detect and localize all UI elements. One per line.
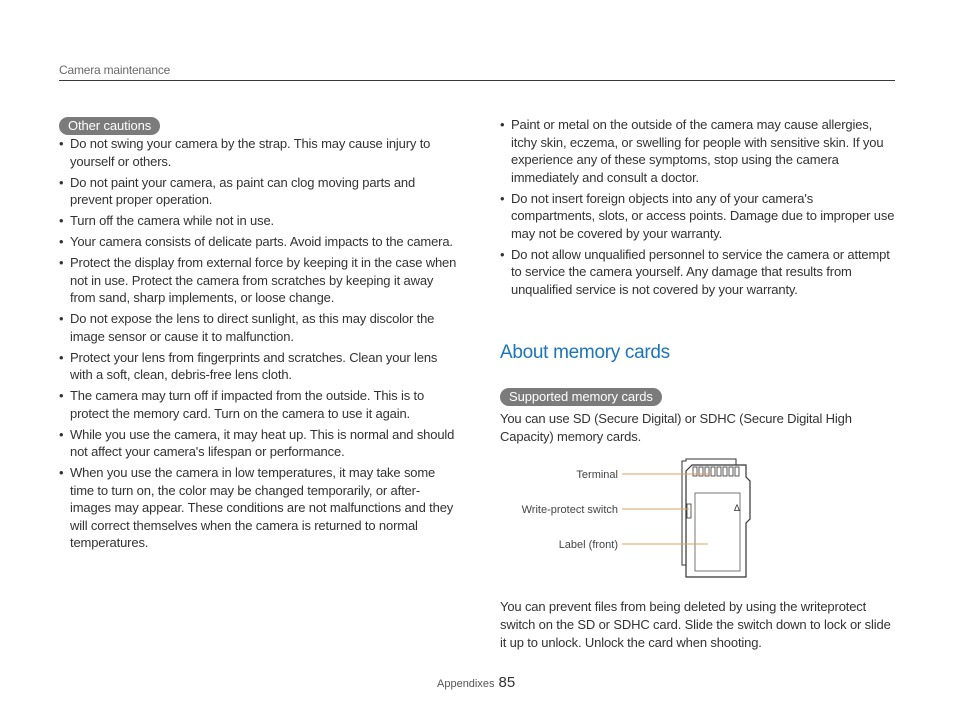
other-cautions-pill: Other cautions [59, 117, 160, 135]
footer-section: Appendixes [437, 678, 495, 690]
left-column [59, 117, 457, 555]
label-front-label: Label (front) [558, 539, 618, 551]
list-item: • Your camera consists of delicate parts. Avoid impacts to the camera. [59, 233, 457, 251]
write-protect-switch [687, 504, 691, 518]
more-cautions-list [500, 116, 898, 298]
sd-card-front [686, 465, 750, 577]
right-column-cautions [500, 116, 898, 302]
list-item: • While you use the camera, it may heat up. This is normal and should not affect your camera's lifespan or performance. [59, 426, 457, 461]
other-cautions-list [59, 135, 457, 552]
section-title: About memory cards [500, 342, 670, 363]
supported-memory-cards-pill: Supported memory cards [500, 388, 662, 406]
memory-cards-intro: You can use SD (Secure Digital) or SDHC (Secure Digital High Capacity) memory cards. [500, 411, 852, 444]
header-divider [59, 80, 895, 81]
list-item: • Turn off the camera while not in use. [59, 212, 457, 230]
list-item: • Do not insert foreign objects into any of your camera's compartments, slots, or access points. Damage due to improper use may not be covered by your warranty. [500, 190, 898, 243]
sd-card-diagram [500, 455, 800, 585]
list-item: • Do not allow unqualified personnel to service the camera or attempt to service the camera yourself. Any damage that results from unqualified service is not covered by your warranty. [500, 246, 898, 299]
running-header: Camera maintenance [59, 63, 171, 77]
terminal-label: Terminal [576, 469, 618, 481]
card-orientation-mark: Δ [733, 504, 740, 514]
list-item: • Do not expose the lens to direct sunlight, as this may discolor the image sensor or cause it to malfunction. [59, 310, 457, 345]
list-item: • Protect your lens from fingerprints and scratches. Clean your lens with a soft, clean, debris-free lens cloth. [59, 349, 457, 384]
page-number: 85 [498, 674, 516, 691]
list-item: • The camera may turn off if impacted from the outside. This is to protect the memory card. Turn on the camera to use it again. [59, 387, 457, 422]
list-item: • Protect the display from external force by keeping it in the case when not in use. Protect the camera from scratches by keeping it away from sand, sharp implements, or loose change. [59, 254, 457, 307]
write-protect-switch-label: Write-protect switch [521, 504, 618, 516]
list-item: • Paint or metal on the outside of the camera may cause allergies, itchy skin, eczema, or swelling for people with sensitive skin. If you experience any of these symptoms, stop using the camera immediately and consult a doctor. [500, 116, 898, 186]
write-protect-note: You can prevent files from being deleted by using the writeprotect switch on the SD or SDHC card. Slide the switch down to lock or slide it up to unlock. Unlock the card when shooting. [500, 599, 891, 650]
list-item: • Do not swing your camera by the strap. This may cause injury to yourself or others. [59, 135, 457, 170]
page-footer [437, 674, 515, 691]
supported-memory-cards-heading [500, 388, 662, 406]
list-item: • When you use the camera in low temperatures, it may take some time to turn on, the color may be changed temporarily, or after-images may appear. These conditions are not malfunctions and they will correct themselves when the camera is returned to normal temperatures. [59, 464, 457, 552]
list-item: • Do not paint your camera, as paint can clog moving parts and prevent proper operation. [59, 174, 457, 209]
